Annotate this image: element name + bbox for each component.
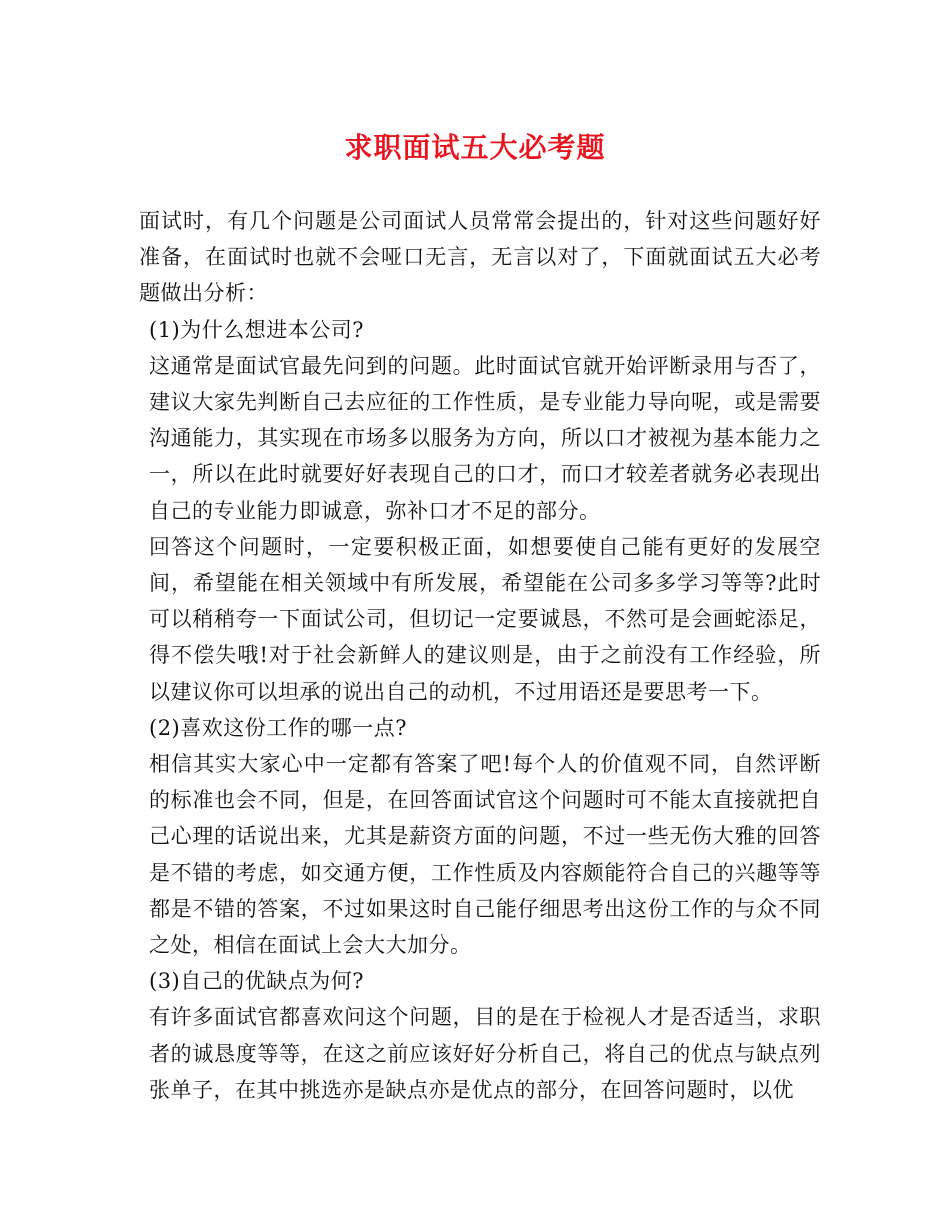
question-3-paragraph: 有许多面试官都喜欢问这个问题，目的是在于检视人才是否适当，求职者的诚恳度等等，在这之前应该好好分析自己，将自己的优点与缺点列张单子，在其中挑选亦是缺点亦是优点的部分，在回答问题时，以优	[149, 1005, 821, 1102]
intro-paragraph: 面试时，有几个问题是公司面试人员常常会提出的，针对这些问题好好准备，在面试时也就不会哑口无言，无言以对了，下面就面试五大必考题做出分析：	[139, 209, 821, 306]
question-3-heading: (3)自己的优缺点为何?	[149, 969, 365, 994]
question-2-paragraph: 相信其实大家心中一定都有答案了吧!每个人的价值观不同，自然评断的标准也会不同，但是，在回答面试官这个问题时可不能太直接就把自己心理的话说出来，尤其是薪资方面的问题，不过一些无伤大雅的回答是不错的考虑，如交通方便，工作性质及内容颇能符合自己的兴趣等等都是不错的答案，不过如果这时自己能仔细思考出这份工作的与众不同之处，相信在面试上会大大加分。	[149, 752, 821, 958]
question-2-heading: (2)喜欢这份工作的哪一点?	[149, 715, 408, 740]
document-body	[139, 203, 821, 1108]
question-1-heading: (1)为什么想进本公司?	[149, 317, 365, 342]
question-1-answer-paragraph: 回答这个问题时，一定要积极正面，如想要使自己能有更好的发展空间，希望能在相关领域中有所发展，希望能在公司多多学习等等?此时可以稍稍夸一下面试公司，但切记一定要诚恳，不然可是会画蛇添足，得不偿失哦!对于社会新鲜人的建议则是，由于之前没有工作经验，所以建议你可以坦承的说出自己的动机，不过用语还是要思考一下。	[149, 534, 821, 704]
document-title: 求职面试五大必考题	[344, 131, 606, 164]
question-1-paragraph: 这通常是面试官最先问到的问题。此时面试官就开始评断录用与否了，建议大家先判断自己去应征的工作性质，是专业能力导向呢，或是需要沟通能力，其实现在市场多以服务为方向，所以口才被视为基本能力之一，所以在此时就要好好表现自己的口才，而口才较差者就务必表现出自己的专业能力即诚意，弥补口才不足的部分。	[149, 353, 821, 523]
